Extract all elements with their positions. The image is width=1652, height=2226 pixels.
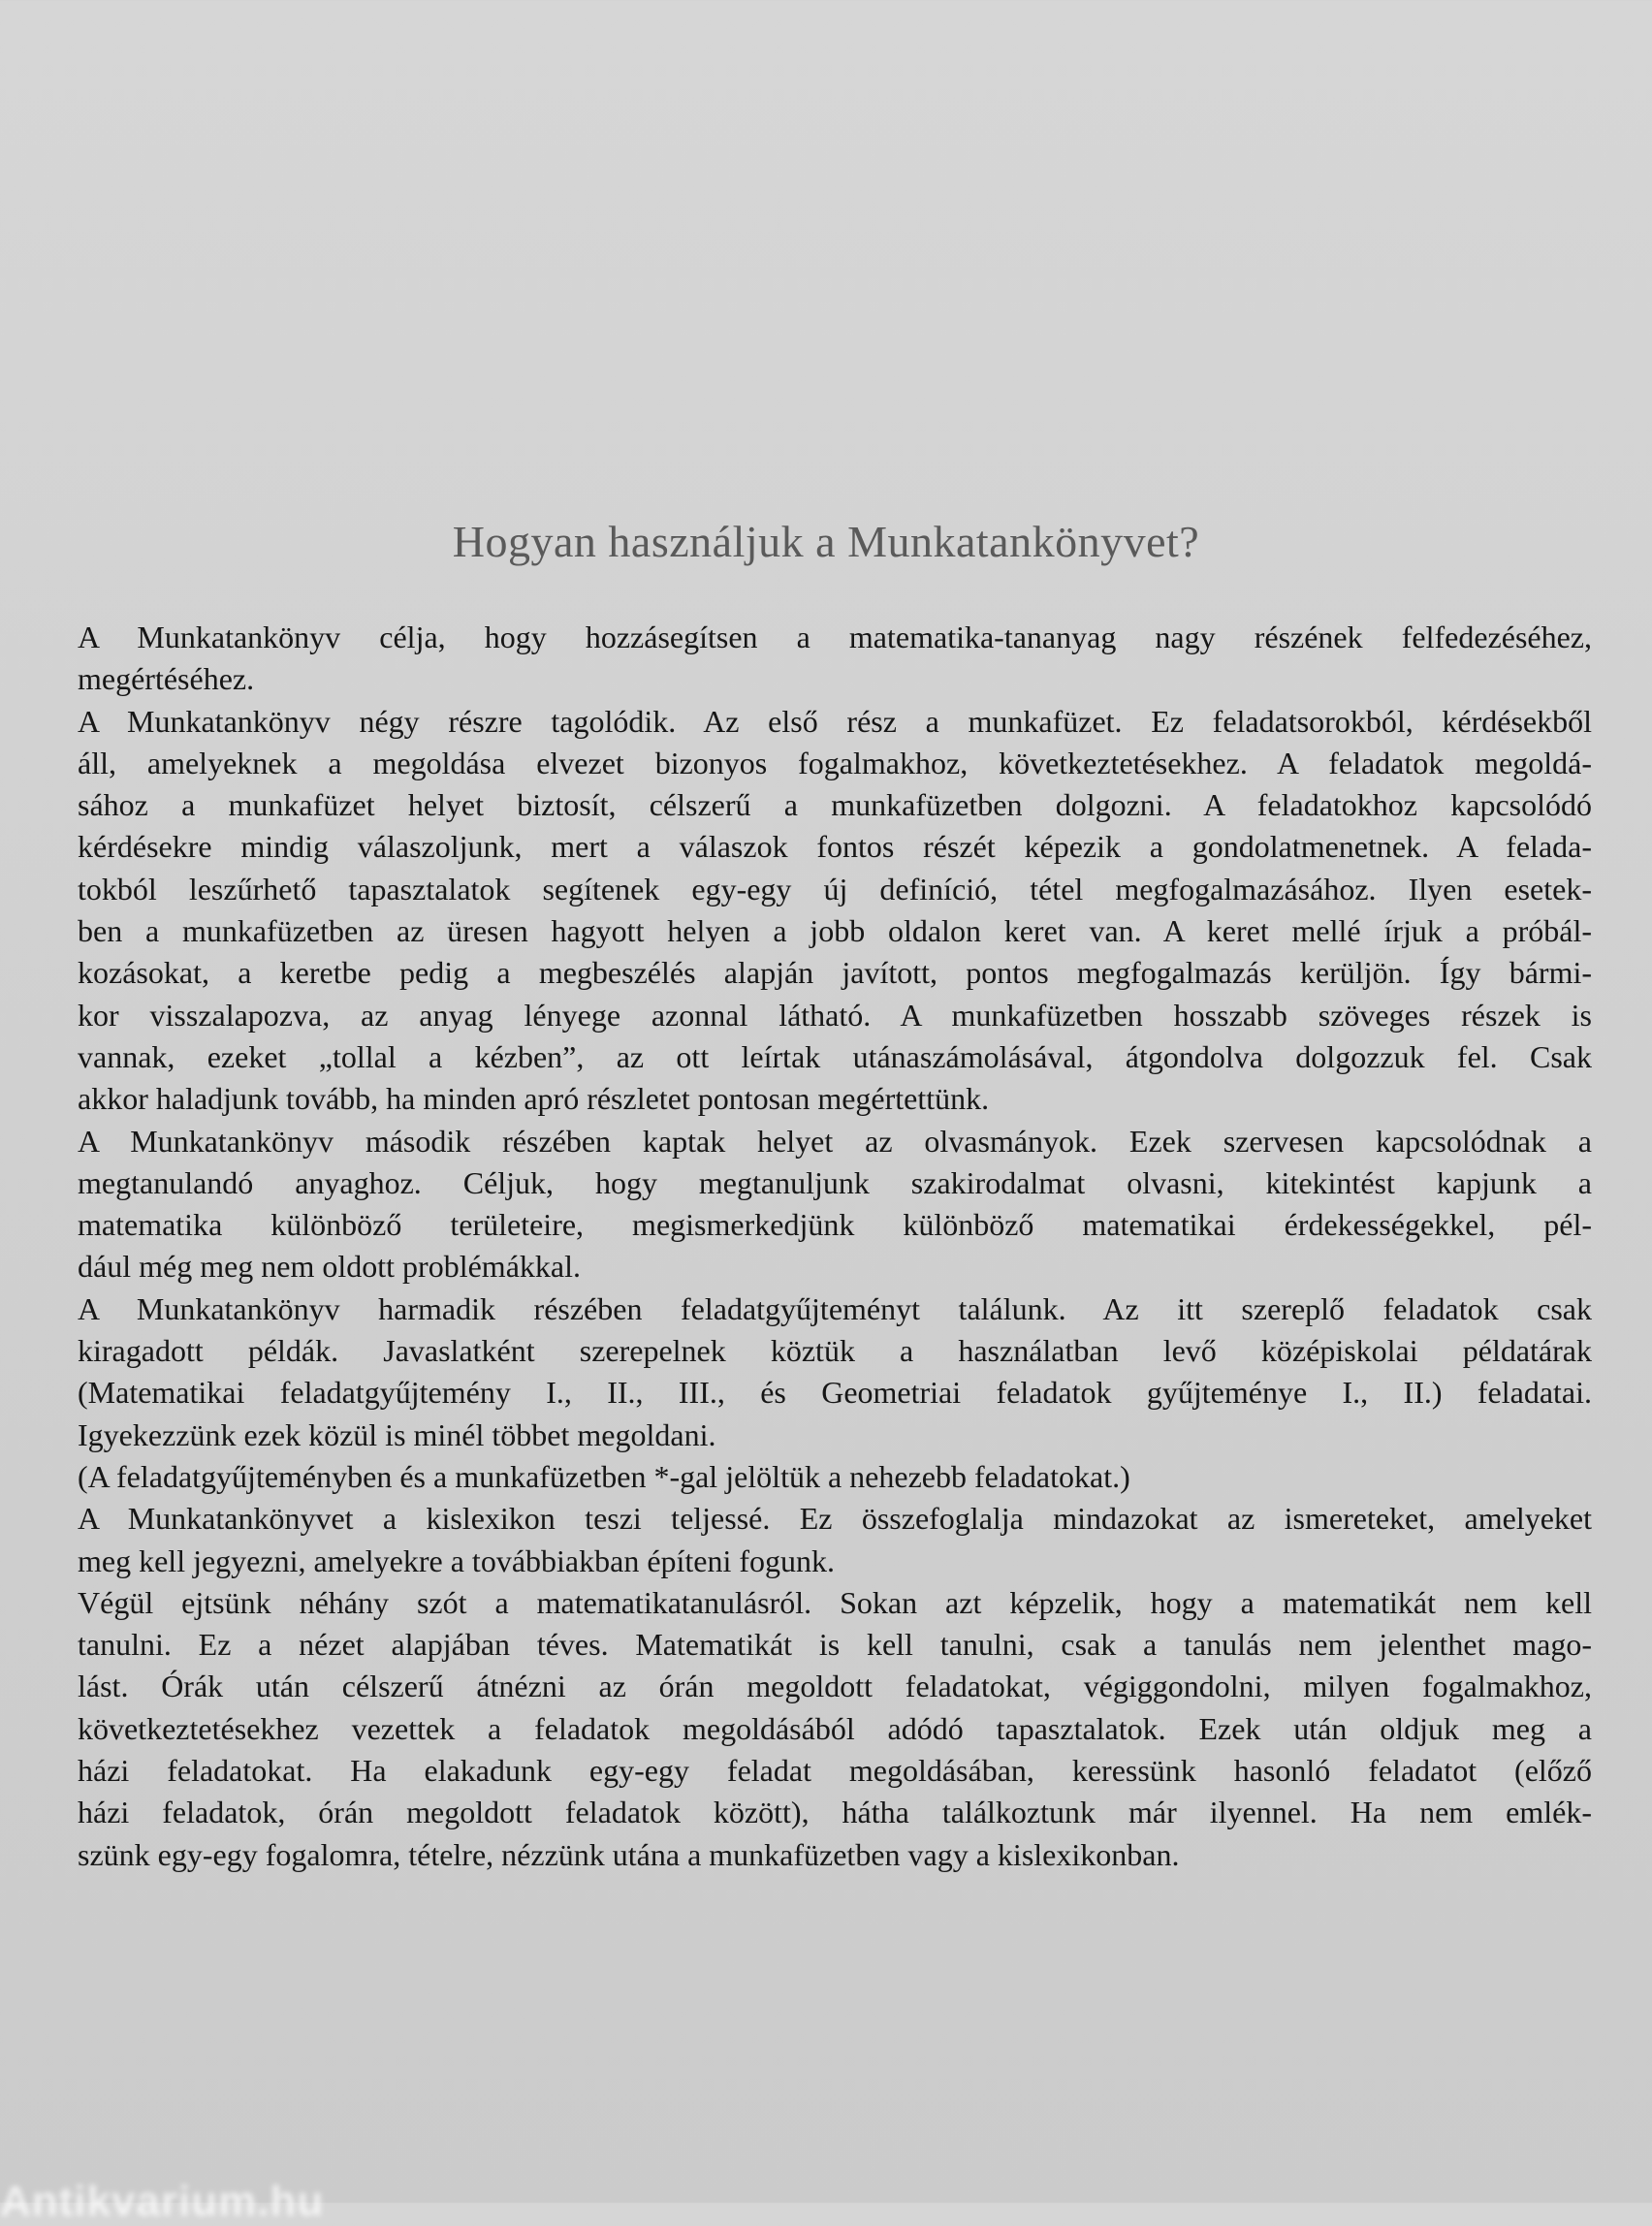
text-line: A Munkatankönyv célja, hogy hozzásegítsen a matematika-tananyag nagy részének felfedezéséhez, — [78, 620, 1592, 654]
text-line: áll, amelyeknek a megoldása elvezet bizonyos fogalmakhoz, következtetésekhez. A feladatok megoldá- — [78, 745, 1592, 780]
text-line: megértéséhez. — [78, 661, 255, 697]
text-line: Végül ejtsünk néhány szót a matematikatanulásról. Sokan azt képzelik, hogy a matematikát nem kell — [78, 1584, 1592, 1620]
text-line: meg kell jegyezni, amelyekre a továbbiakban építeni fogunk. — [78, 1542, 836, 1578]
text-line: szünk egy-egy fogalomra, tételre, nézzünk utána a munkafüzetben vagy a kislexikonban. — [78, 1836, 1180, 1872]
text-line: megtanulandó anyaghoz. Céljuk, hogy megtanuljunk szakirodalmat olvasni, kitekintést kapjunk a — [78, 1164, 1592, 1200]
text-line: matematika különböző területeire, megismerkedjünk különböző matematikai érdekességekkel, pél- — [78, 1207, 1592, 1243]
text-line: kiragadott példák. Javaslatként szerepelnek köztük a használatban levő középiskolai példatárak — [78, 1333, 1592, 1369]
text-line: házi feladatok, órán megoldott feladatok között), hátha találkoztunk már ilyennel. Ha nem emlék- — [78, 1795, 1592, 1830]
text-line: következtetésekhez vezettek a feladatok megoldásából adódó tapasztalatok. Ezek után oldjuk meg a — [78, 1710, 1592, 1746]
text-line: vannak, ezeket „tollal a kézben”, az ott leírtak utánaszámolásával, átgondolva dolgozzuk fel. Csak — [78, 1038, 1592, 1074]
text-line: A Munkatankönyv második részében kaptak helyet az olvasmányok. Ezek szervesen kapcsolódnak a — [78, 1123, 1592, 1159]
text-line: A Munkatankönyvet a kislexikon teszi teljessé. Ez összefoglalja mindazokat az ismereteket, amelyeket — [78, 1501, 1592, 1537]
text-line: sához a munkafüzet helyet biztosít, célszerű a munkafüzetben dolgozni. A feladatokhoz kapcsolódó — [78, 787, 1592, 823]
text-line: (A feladatgyűjteményben és a munkafüzetben *-gal jelöltük a nehezebb feladatokat.) — [78, 1458, 1130, 1494]
text-line: A Munkatankönyv négy részre tagolódik. Az első rész a munkafüzet. Ez feladatsorokból, kérdésekből — [78, 703, 1592, 739]
text-line: tokból leszűrhető tapasztalatok segítenek egy-egy új definíció, tétel megfogalmazásához. Ilyen esetek- — [78, 871, 1592, 906]
text-line: ben a munkafüzetben az üresen hagyott helyen a jobb oldalon keret van. A keret mellé írjuk a próbál- — [78, 913, 1592, 949]
text-line: Igyekezzünk ezek közül is minél többet megoldani. — [78, 1416, 716, 1452]
text-line: kérdésekre mindig válaszoljunk, mert a válaszok fontos részét képezik a gondolatmenetnek. A felada- — [78, 829, 1592, 865]
text-line: akkor haladjunk tovább, ha minden apró részletet pontosan megértettünk. — [78, 1081, 990, 1117]
text-line: lást. Órák után célszerű átnézni az órán megoldott feladatokat, végiggondolni, milyen fogalmakhoz, — [78, 1669, 1592, 1704]
text-line: dául még meg nem oldott problémákkal. — [78, 1249, 581, 1285]
watermark: Antikvarium.hu — [0, 2178, 325, 2225]
text-line: A Munkatankönyv harmadik részében feladatgyűjteményt találunk. Az itt szereplő feladatok csak — [78, 1290, 1592, 1326]
body-text — [78, 617, 1592, 1876]
text-line: kozásokat, a keretbe pedig a megbeszélés alapján javított, pontos megfogalmazás kerüljön. Így bármi- — [78, 955, 1592, 991]
text-line: kor visszalapozva, az anyag lényege azonnal látható. A munkafüzetben hosszabb szöveges részek is — [78, 997, 1592, 1033]
text-line: (Matematikai feladatgyűjtemény I., II., III., és Geometriai feladatok gyűjteménye I., II.) feladatai. — [78, 1375, 1592, 1411]
text-line: házi feladatokat. Ha elakadunk egy-egy feladat megoldásában, keressünk hasonló feladatot (előző — [78, 1753, 1592, 1789]
page-title: Hogyan használjuk a Munkatankönyvet? — [452, 517, 1200, 566]
text-line: tanulni. Ez a nézet alapjában téves. Matematikát is kell tanulni, csak a tanulás nem jelenthet mago- — [78, 1627, 1592, 1663]
